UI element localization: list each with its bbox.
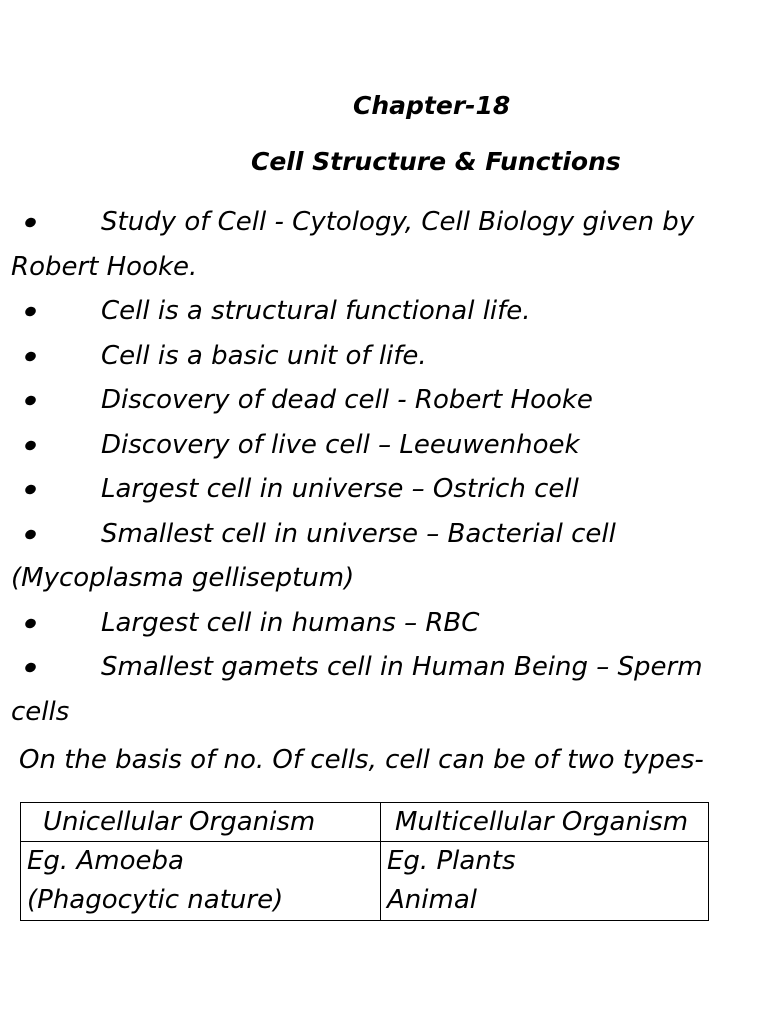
bullet-continuation: (Mycoplasma gelliseptum) [11,563,355,593]
bullet-text: Largest cell in humans – RBC [101,607,480,638]
chapter-heading: Chapter-18 [353,91,511,120]
cell-types-table [20,802,709,921]
bullet-text: Discovery of live cell – Leeuwenhoek [101,429,580,460]
table-cell [381,842,709,921]
cell-line: (Phagocytic nature) [27,885,284,915]
table-cell [21,842,381,921]
table-header-row [21,803,709,842]
list-item [11,645,751,734]
header-unicellular: Unicellular Organism [21,803,381,842]
list-item [11,467,751,512]
list-item [11,334,751,379]
bullet-text: Cell is a structural functional life. [101,296,531,326]
cell-line: Eg. Plants [387,846,516,876]
page-title: Cell Structure & Functions [251,147,621,176]
list-item [11,601,751,646]
bullet-text: Discovery of dead cell - Robert Hooke [101,385,593,415]
list-item [11,378,751,423]
list-item [11,423,751,468]
intro-text: On the basis of no. Of cells, cell can be of two types- [19,745,704,775]
header-multicellular: Multicellular Organism [381,803,709,842]
table-row [21,842,709,921]
bullet-text: Smallest gamets cell in Human Being – Sperm [101,652,703,682]
bullet-text: Study of Cell - Cytology, Cell Biology given by [101,207,695,237]
cell-line: Animal [387,885,477,915]
bullet-continuation: Robert Hooke. [11,251,198,282]
bullet-continuation: cells [11,696,70,727]
list-item [11,512,751,601]
cell-line: Eg. Amoeba [27,846,184,876]
bullet-list [11,200,751,734]
list-item [11,200,751,289]
list-item [11,289,751,334]
bullet-text: Cell is a basic unit of life. [101,340,427,371]
bullet-text: Largest cell in universe – Ostrich cell [101,474,579,504]
bullet-text: Smallest cell in universe – Bacterial cell [101,518,616,549]
